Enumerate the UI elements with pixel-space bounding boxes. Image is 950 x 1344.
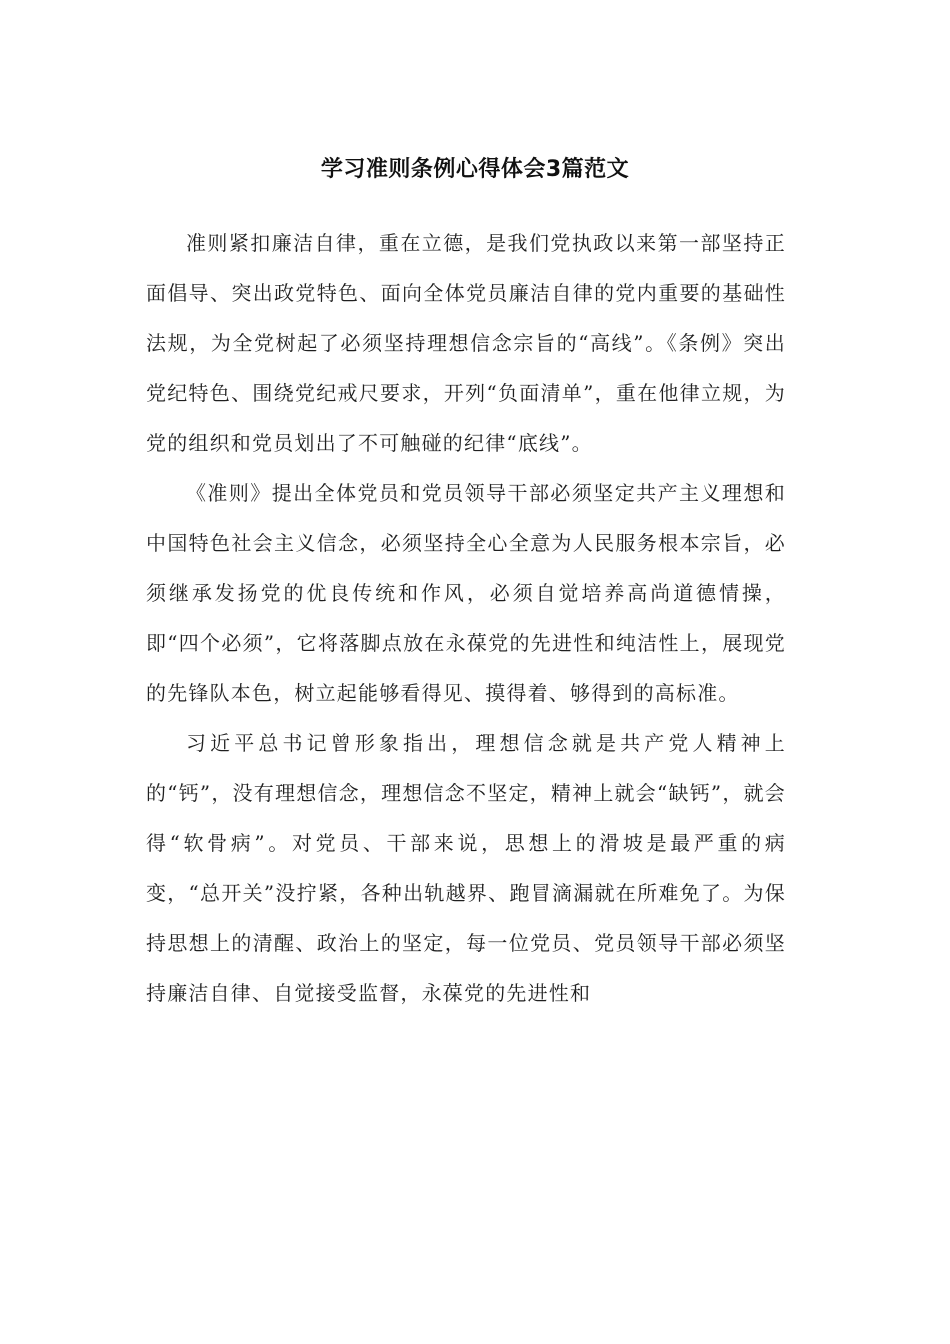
document-body xyxy=(146,218,786,1018)
paragraph-3: 习近平总书记曾形象指出，理想信念就是共产党人精神上的“钙”，没有理想信念，理想信念不坚定，精神上就会“缺钙”，就会得“软骨病”。对党员、干部来说，思想上的滑坡是最严重的病变，“总开关”没拧紧，各种出轨越界、跑冒滴漏就在所难免了。为保持思想上的清醒、政治上的坚定，每一位党员、党员领导干部必须坚持廉洁自律、自觉接受监督，永葆党的先进性和 xyxy=(146,731,786,1005)
document-title: 学习准则条例心得体会3篇范文 xyxy=(320,157,630,182)
paragraph-2: 《准则》提出全体党员和党员领导干部必须坚定共产主义理想和中国特色社会主义信念，必须坚持全心全意为人民服务根本宗旨，必须继承发扬党的优良传统和作风，必须自觉培养高尚道德情操，即“四个必须”，它将落脚点放在永葆党的先进性和纯洁性上，展现党的先锋队本色，树立起能够看得见、摸得着、够得到的高标准。 xyxy=(146,481,786,705)
paragraph-1: 准则紧扣廉洁自律，重在立德，是我们党执政以来第一部坚持正面倡导、突出政党特色、面向全体党员廉洁自律的党内重要的基础性法规，为全党树起了必须坚持理想信念宗旨的“高线”。《条例》突出党纪特色、围绕党纪戒尺要求，开列“负面清单”，重在他律立规，为党的组织和党员划出了不可触碰的纪律“底线”。 xyxy=(146,231,786,455)
